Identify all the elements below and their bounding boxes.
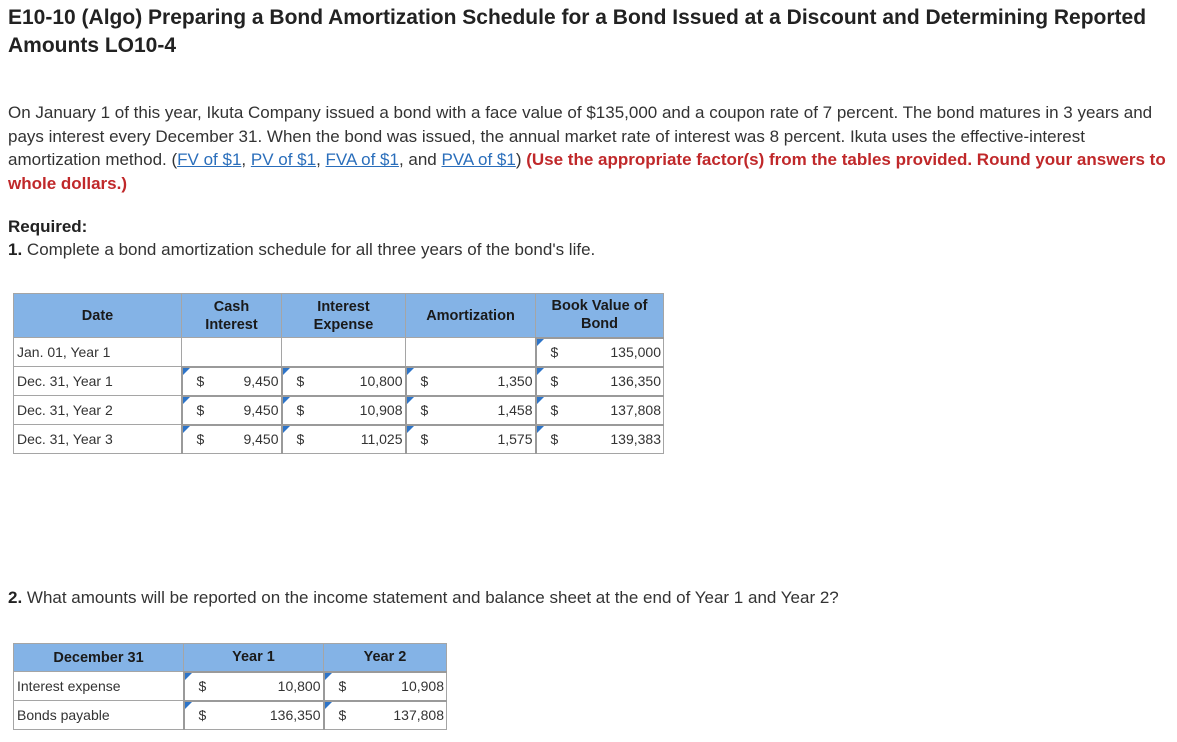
- header-year-1: Year 1: [184, 644, 324, 672]
- interest-expense-value: 10,908: [359, 402, 403, 418]
- row-date: Dec. 31, Year 1: [14, 367, 182, 396]
- page-title: E10-10 (Algo) Preparing a Bond Amortization Schedule for a Bond Issued at a Discount and Determining Reported Amounts LO10-4: [8, 6, 1147, 57]
- question-2-text: What amounts will be reported on the income statement and balance sheet at the end of Year 1 and Year 2?: [22, 588, 839, 607]
- amortization-input[interactable]: [406, 367, 536, 396]
- row-date: Jan. 01, Year 1: [14, 338, 182, 367]
- header-date: Date: [14, 294, 182, 338]
- cash-interest-value: 9,450: [243, 373, 279, 389]
- separator: ): [515, 150, 527, 169]
- currency-symbol: $: [338, 706, 347, 723]
- header-december-31: December 31: [14, 644, 184, 672]
- pva-table-link[interactable]: PVA of $1: [441, 150, 516, 169]
- currency-symbol: $: [550, 401, 559, 418]
- book-value-input[interactable]: [536, 425, 664, 454]
- currency-symbol: $: [296, 372, 305, 389]
- rounding-instruction: (Use the appropriate factor(s) from the tables provided. Round your answers to whole dollars.): [8, 150, 1166, 193]
- table-row: [14, 672, 447, 701]
- year-2-value: 137,808: [393, 707, 444, 723]
- book-value: 137,808: [610, 402, 661, 418]
- year-1-input[interactable]: [184, 672, 324, 701]
- table-row: [14, 338, 664, 367]
- amortization-value: 1,458: [497, 402, 533, 418]
- required-section: [8, 215, 595, 261]
- currency-symbol: $: [196, 372, 205, 389]
- row-label: Bonds payable: [14, 701, 184, 730]
- intro-text: On January 1 of this year, Ikuta Company issued a bond with a face value of $135,000 and a coupon rate of 7 percent. The bond matures in 3 years and pays interest every December 31. When the bond was issued, the annual market rate of interest was 8 percent. Ikuta uses the effective-interest amortization method. (: [8, 103, 1153, 169]
- amortization-value: 1,575: [497, 431, 533, 447]
- separator: ,: [316, 150, 326, 169]
- book-value-input[interactable]: [536, 396, 664, 425]
- currency-symbol: $: [420, 430, 429, 447]
- book-value-input[interactable]: [536, 367, 664, 396]
- cash-interest-input[interactable]: [182, 367, 282, 396]
- year-1-value: 136,350: [269, 707, 321, 723]
- table-row: [14, 701, 447, 730]
- currency-symbol: $: [296, 401, 305, 418]
- year-2-input[interactable]: [324, 672, 447, 701]
- header-year-2: Year 2: [324, 644, 447, 672]
- book-value: 136,350: [610, 373, 661, 389]
- currency-symbol: $: [550, 372, 559, 389]
- header-book-value: Book Value of Bond: [536, 294, 664, 338]
- row-date: Dec. 31, Year 3: [14, 425, 182, 454]
- amortization-schedule-table: [13, 293, 664, 454]
- fva-table-link[interactable]: FVA of $1: [325, 150, 399, 169]
- amortization-input[interactable]: [406, 396, 536, 425]
- row-date: Dec. 31, Year 2: [14, 396, 182, 425]
- year-2-input[interactable]: [324, 701, 447, 730]
- year-2-value: 10,908: [401, 678, 444, 694]
- currency-symbol: $: [196, 401, 205, 418]
- separator: ,: [241, 150, 251, 169]
- book-value-input[interactable]: [536, 338, 664, 367]
- amortization-input[interactable]: [406, 425, 536, 454]
- year-1-value: 10,800: [277, 678, 321, 694]
- row-label: Interest expense: [14, 672, 184, 701]
- table-row: [14, 425, 664, 454]
- fv-table-link[interactable]: FV of $1: [177, 150, 242, 169]
- cash-interest-value: 9,450: [243, 402, 279, 418]
- question-1-number: 1.: [8, 240, 23, 259]
- currency-symbol: $: [550, 343, 559, 360]
- cash-interest-input[interactable]: [182, 396, 282, 425]
- currency-symbol: $: [550, 430, 559, 447]
- amortization-value: 1,350: [497, 373, 533, 389]
- interest-expense-cell: [282, 338, 406, 367]
- currency-symbol: $: [198, 706, 207, 723]
- header-cash-interest: Cash Interest: [182, 294, 282, 338]
- book-value: 139,383: [610, 431, 661, 447]
- question-2: [8, 588, 839, 608]
- separator: , and: [398, 150, 442, 169]
- book-value: 135,000: [610, 344, 661, 360]
- interest-expense-value: 11,025: [360, 431, 403, 447]
- table-row: [14, 396, 664, 425]
- year-1-input[interactable]: [184, 701, 324, 730]
- interest-expense-input[interactable]: [282, 425, 406, 454]
- cash-interest-cell: [182, 338, 282, 367]
- currency-symbol: $: [420, 372, 429, 389]
- interest-expense-input[interactable]: [282, 396, 406, 425]
- table-row: [14, 367, 664, 396]
- currency-symbol: $: [198, 677, 207, 694]
- pv-table-link[interactable]: PV of $1: [250, 150, 317, 169]
- amortization-cell: [406, 338, 536, 367]
- currency-symbol: $: [338, 677, 347, 694]
- reported-amounts-table: [13, 643, 447, 730]
- interest-expense-value: 10,800: [359, 373, 403, 389]
- currency-symbol: $: [296, 430, 305, 447]
- currency-symbol: $: [420, 401, 429, 418]
- cash-interest-value: 9,450: [243, 431, 279, 447]
- question-1-text: Complete a bond amortization schedule for all three years of the bond's life.: [22, 240, 596, 259]
- problem-description: [8, 101, 1176, 195]
- question-2-number: 2.: [8, 588, 23, 607]
- currency-symbol: $: [196, 430, 205, 447]
- required-heading: Required:: [8, 217, 88, 236]
- interest-expense-input[interactable]: [282, 367, 406, 396]
- header-interest-expense: Interest Expense: [282, 294, 406, 338]
- cash-interest-input[interactable]: [182, 425, 282, 454]
- header-amortization: Amortization: [406, 294, 536, 338]
